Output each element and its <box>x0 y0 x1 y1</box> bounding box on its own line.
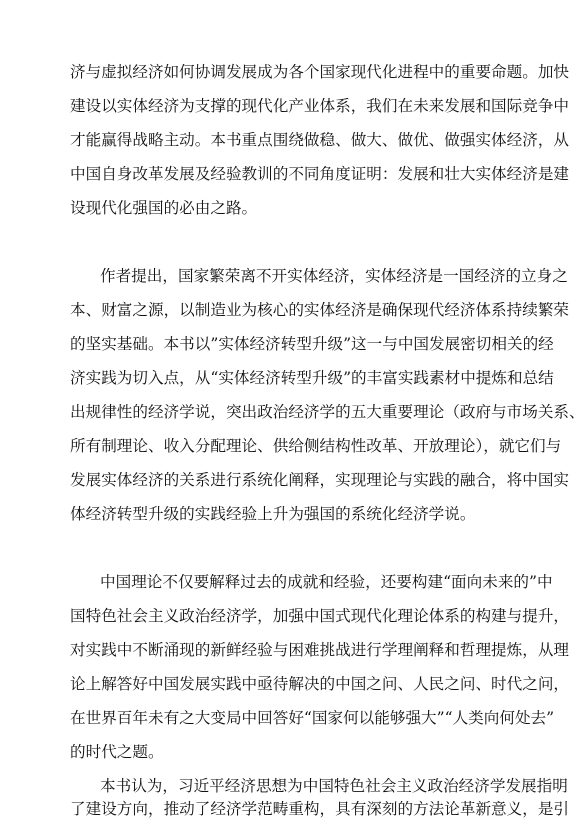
p2-line-7: 发展实体经济的关系进行系统化阐释，实现理论与实践的融合，将中国实 <box>70 471 570 489</box>
p4-line-2: 了建设方向，推动了经济学范畴重构，具有深刻的方法论革新意义，是引 <box>70 800 570 818</box>
p2-line-2: 本、财富之源，以制造业为核心的实体经济是确保现代经济体系持续繁荣 <box>70 301 570 319</box>
p3-line-5: 在世界百年未有之大变局中回答好“国家何以能够强大”“人类向何处去” <box>70 709 555 727</box>
p3-line-4: 论上解答好中国发展实践中亟待解决的中国之问、人民之问、时代之问， <box>70 675 570 693</box>
p2-line-3: 的坚实基础。本书以”实体经济转型升级”这一与中国发展密切相关的经 <box>70 335 554 353</box>
p1-line-5: 设现代化强国的必由之路。 <box>70 199 258 217</box>
p2-line-5: 出规律性的经济学说，突出政治经济学的五大重要理论（政府与市场关系、 <box>70 403 585 421</box>
p3-line-1: 中国理论不仅要解释过去的成就和经验，还要构建“面向未来的”中 <box>100 573 553 591</box>
p4-line-1: 本书认为，习近平经济思想为中国特色社会主义政治经济学发展指明 <box>100 777 568 795</box>
p3-line-6: 的时代之题。 <box>70 743 164 761</box>
p1-line-4: 中国自身改革发展及经验教训的不同角度证明：发展和壮大实体经济是建 <box>70 165 570 183</box>
p2-line-4: 济实践为切入点，从“实体经济转型升级”的丰富实践素材中提炼和总结 <box>70 369 554 387</box>
p1-line-2: 建设以实体经济为支撑的现代化产业体系，我们在未来发展和国际竞争中 <box>70 97 570 115</box>
p1-line-3: 才能赢得战略主动。本书重点围绕做稳、做大、做优、做强实体经济，从 <box>70 131 570 149</box>
p2-line-6: 所有制理论、收入分配理论、供给侧结构性改革、开放理论），就它们与 <box>70 437 562 455</box>
p1-line-1: 济与虚拟经济如何协调发展成为各个国家现代化进程中的重要命题。加快 <box>70 63 570 81</box>
p2-line-1: 作者提出，国家繁荣离不开实体经济，实体经济是一国经济的立身之 <box>100 267 568 285</box>
p2-line-8: 体经济转型升级的实践经验上升为强国的系统化经济学说。 <box>70 505 476 523</box>
p3-line-2: 国特色社会主义政治经济学，加强中国式现代化理论体系的构建与提升， <box>70 607 570 625</box>
p3-line-3: 对实践中不断涌现的新鲜经验与困难挑战进行学理阐释和哲理提炼，从理 <box>70 641 570 659</box>
